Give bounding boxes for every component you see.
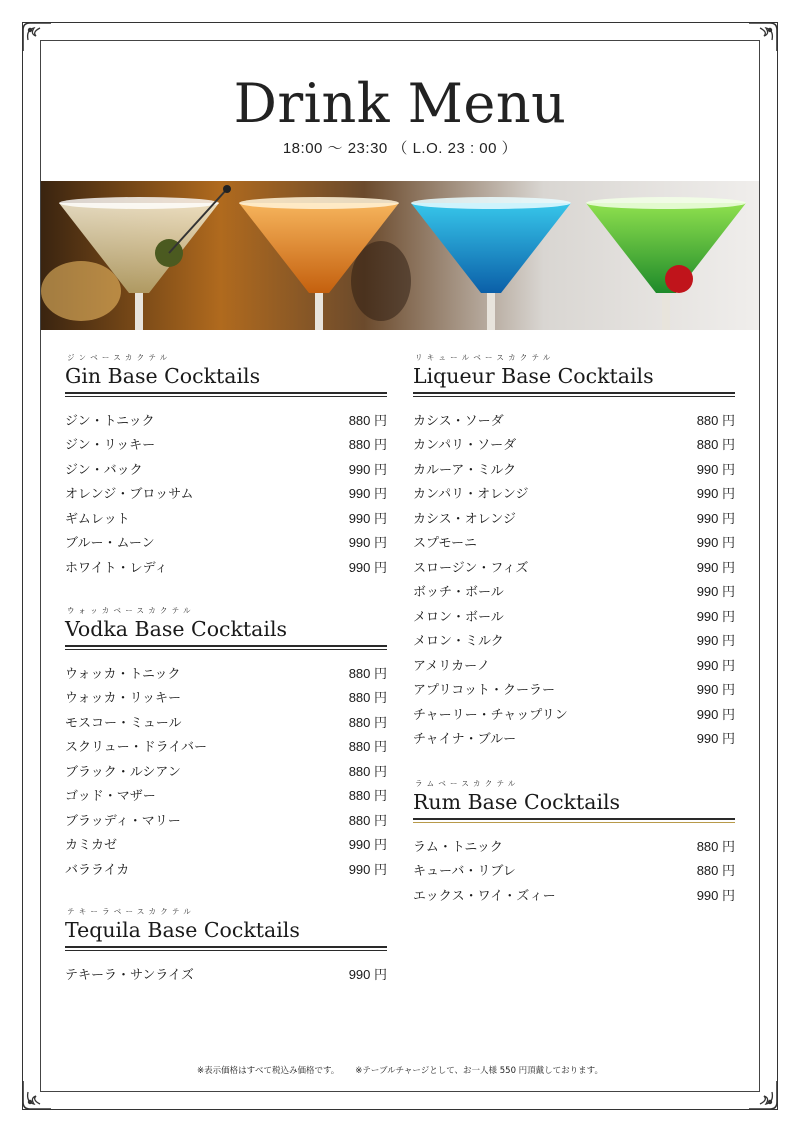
item-list bbox=[65, 660, 387, 881]
item-name: モスコー・ミュール bbox=[65, 715, 182, 731]
item-name: エックス・ワイ・ズィー bbox=[413, 888, 556, 904]
item-name: ジン・バック bbox=[65, 462, 143, 478]
rum-section bbox=[413, 778, 735, 907]
list-item bbox=[413, 652, 735, 677]
opening-hours: 18:00 〜 23:30 （ L.O. 23 : 00 ） bbox=[282, 140, 518, 157]
liqueur-section bbox=[413, 352, 735, 750]
item-price: 990 円 bbox=[696, 706, 735, 722]
item-name: ブラッディ・マリー bbox=[65, 813, 181, 829]
item-name: ボッチ・ボール bbox=[413, 585, 504, 601]
list-item bbox=[413, 579, 735, 604]
tequila-section bbox=[65, 906, 387, 986]
item-price: 990 円 bbox=[696, 633, 735, 649]
item-name: メロン・ボール bbox=[413, 609, 504, 625]
item-name: カシス・ソーダ bbox=[413, 413, 504, 429]
page-title: Drink Menu bbox=[233, 72, 567, 135]
list-item bbox=[65, 734, 387, 759]
item-name: ゴッド・マザー bbox=[65, 789, 156, 805]
section-divider bbox=[65, 946, 387, 951]
list-item bbox=[65, 856, 387, 881]
item-price: 880 円 bbox=[696, 838, 735, 854]
list-item bbox=[65, 432, 387, 457]
item-price: 880 円 bbox=[348, 714, 387, 730]
item-list bbox=[413, 407, 735, 750]
item-price: 880 円 bbox=[348, 665, 387, 681]
item-price: 990 円 bbox=[696, 657, 735, 673]
item-name: スロージン・フィズ bbox=[413, 560, 529, 576]
item-name: キューバ・リブレ bbox=[413, 864, 516, 880]
item-price: 990 円 bbox=[348, 559, 387, 575]
item-name: カンパリ・オレンジ bbox=[413, 487, 529, 503]
item-name: チャーリー・チャップリン bbox=[413, 707, 568, 723]
item-price: 990 円 bbox=[696, 608, 735, 624]
item-price: 880 円 bbox=[348, 739, 387, 755]
item-name: ホワイト・レディ bbox=[65, 560, 168, 576]
item-name: ウォッカ・トニック bbox=[65, 666, 181, 682]
list-item bbox=[413, 407, 735, 432]
section-title: Tequila Base Cocktails bbox=[65, 918, 300, 942]
section-divider bbox=[413, 392, 735, 397]
item-price: 880 円 bbox=[348, 763, 387, 779]
list-item bbox=[413, 481, 735, 506]
item-price: 990 円 bbox=[348, 861, 387, 877]
item-price: 880 円 bbox=[348, 690, 387, 706]
table-charge-note: ※テーブルチャージとして、お一人様 550 円頂戴しております。 bbox=[355, 1066, 603, 1076]
corner-ornament-icon bbox=[20, 1078, 54, 1112]
item-name: オレンジ・ブロッサム bbox=[65, 487, 194, 503]
item-name: ブラック・ルシアン bbox=[65, 764, 181, 780]
list-item bbox=[65, 709, 387, 734]
section-divider bbox=[413, 818, 735, 823]
list-item bbox=[413, 726, 735, 751]
item-name: スプモーニ bbox=[413, 536, 477, 552]
item-name: メロン・ミルク bbox=[413, 634, 504, 650]
item-price: 880 円 bbox=[696, 437, 735, 453]
item-price: 990 円 bbox=[348, 535, 387, 551]
list-item bbox=[65, 832, 387, 857]
section-divider bbox=[65, 645, 387, 650]
item-name: ギムレット bbox=[65, 511, 130, 527]
list-item bbox=[65, 807, 387, 832]
item-name: ブルー・ムーン bbox=[65, 536, 155, 552]
section-divider bbox=[65, 392, 387, 397]
item-price: 880 円 bbox=[696, 412, 735, 428]
item-name: カシス・オレンジ bbox=[413, 511, 516, 527]
section-ruby: テキーラベースカクテル bbox=[67, 907, 195, 916]
item-price: 990 円 bbox=[348, 486, 387, 502]
item-name: バラライカ bbox=[65, 862, 130, 878]
section-ruby: ラムベースカクテル bbox=[415, 779, 520, 788]
list-item bbox=[413, 833, 735, 858]
item-name: カンパリ・ソーダ bbox=[413, 438, 517, 454]
list-item bbox=[413, 882, 735, 907]
list-item bbox=[65, 456, 387, 481]
item-price: 880 円 bbox=[696, 863, 735, 879]
item-price: 990 円 bbox=[696, 887, 735, 903]
item-price: 990 円 bbox=[696, 731, 735, 747]
item-price: 990 円 bbox=[696, 584, 735, 600]
section-ruby: ウォッカベースカクテル bbox=[67, 606, 195, 615]
footer-notes bbox=[0, 1064, 800, 1076]
item-price: 880 円 bbox=[348, 437, 387, 453]
section-ruby: リキュールベースカクテル bbox=[415, 353, 555, 362]
item-name: スクリュー・ドライバー bbox=[65, 740, 207, 756]
item-price: 990 円 bbox=[696, 535, 735, 551]
item-price: 990 円 bbox=[696, 486, 735, 502]
item-name: ジン・トニック bbox=[65, 413, 155, 429]
item-price: 990 円 bbox=[348, 837, 387, 853]
cocktail-banner-image bbox=[41, 181, 759, 330]
gin-section bbox=[65, 352, 387, 579]
section-title: Rum Base Cocktails bbox=[413, 790, 621, 814]
item-price: 880 円 bbox=[348, 788, 387, 804]
list-item bbox=[65, 783, 387, 808]
list-item bbox=[413, 628, 735, 653]
item-price: 990 円 bbox=[696, 510, 735, 526]
list-item bbox=[65, 758, 387, 783]
item-price: 880 円 bbox=[348, 412, 387, 428]
item-name: テキーラ・サンライズ bbox=[65, 967, 194, 983]
list-item bbox=[413, 701, 735, 726]
list-item bbox=[65, 481, 387, 506]
item-price: 990 円 bbox=[696, 682, 735, 698]
item-price: 990 円 bbox=[696, 461, 735, 477]
item-list bbox=[413, 833, 735, 907]
list-item bbox=[65, 660, 387, 685]
item-name: ラム・トニック bbox=[413, 839, 503, 855]
section-title: Liqueur Base Cocktails bbox=[413, 364, 654, 388]
list-item bbox=[413, 677, 735, 702]
section-title: Vodka Base Cocktails bbox=[65, 617, 288, 641]
list-item bbox=[65, 530, 387, 555]
item-price: 990 円 bbox=[348, 966, 387, 982]
item-list bbox=[65, 961, 387, 986]
item-price: 990 円 bbox=[348, 461, 387, 477]
vodka-section bbox=[65, 605, 387, 881]
item-name: チャイナ・ブルー bbox=[413, 732, 517, 748]
list-item bbox=[65, 554, 387, 579]
item-list bbox=[65, 407, 387, 579]
list-item bbox=[65, 505, 387, 530]
item-name: カミカゼ bbox=[65, 838, 118, 854]
item-name: アプリコット・クーラー bbox=[413, 683, 555, 699]
section-ruby: ジンベースカクテル bbox=[67, 353, 172, 362]
list-item bbox=[413, 858, 735, 883]
list-item bbox=[413, 456, 735, 481]
corner-ornament-icon bbox=[746, 1078, 780, 1112]
tax-note: ※表示価格はすべて税込み価格です。 bbox=[197, 1066, 340, 1076]
list-item bbox=[65, 407, 387, 432]
item-price: 990 円 bbox=[696, 559, 735, 575]
corner-ornament-icon bbox=[746, 20, 780, 54]
item-price: 880 円 bbox=[348, 812, 387, 828]
list-item bbox=[413, 505, 735, 530]
item-name: カルーア・ミルク bbox=[413, 462, 517, 478]
list-item bbox=[413, 432, 735, 457]
section-title: Gin Base Cocktails bbox=[65, 364, 261, 388]
item-name: アメリカーノ bbox=[413, 658, 490, 674]
list-item bbox=[65, 961, 387, 986]
item-price: 990 円 bbox=[348, 510, 387, 526]
corner-ornament-icon bbox=[20, 20, 54, 54]
list-item bbox=[65, 685, 387, 710]
list-item bbox=[413, 530, 735, 555]
item-name: ジン・リッキー bbox=[65, 438, 156, 454]
list-item bbox=[413, 554, 735, 579]
list-item bbox=[413, 603, 735, 628]
item-name: ウォッカ・リッキー bbox=[65, 691, 181, 707]
